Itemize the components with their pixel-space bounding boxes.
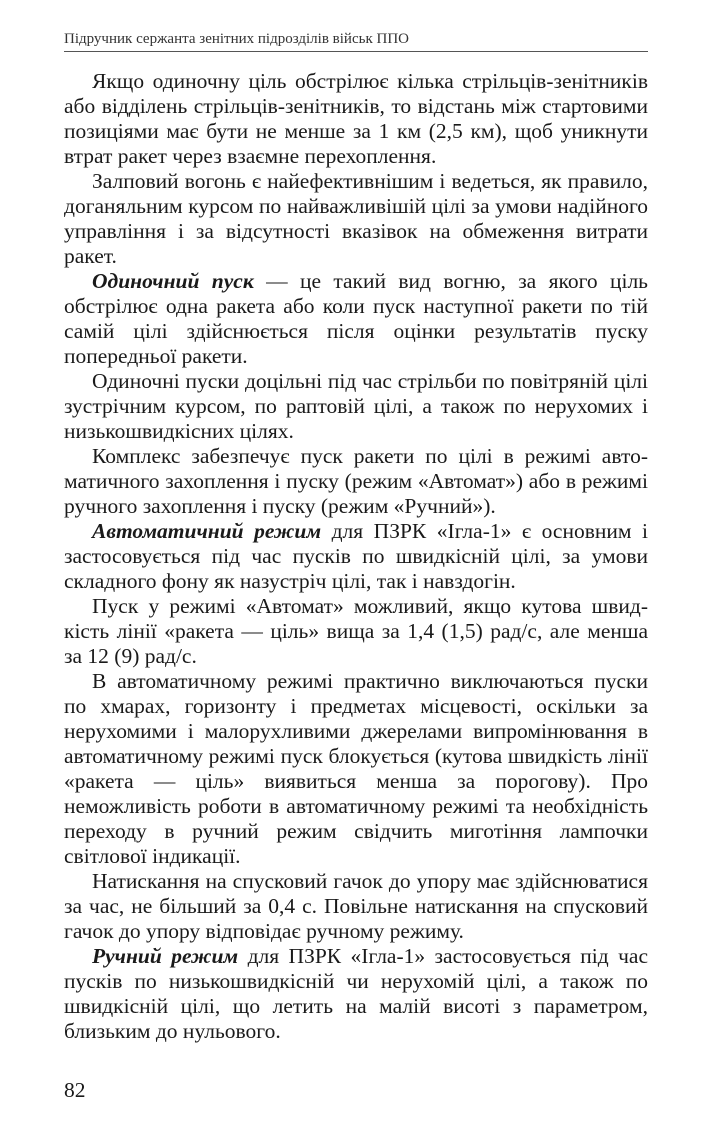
paragraph [64,594,648,669]
paragraph-manual-mode [64,944,648,1044]
paragraph-text: Якщо одиночну ціль обстрілює кілька стрільців-зенітників або відділень стрільців-зенітників, то відстань між стартовими позиціями має бути не менше за 1 км (2,5 км), щоб уникнути втрат ракет через взаємне перехоплення. [64,69,648,168]
paragraph-automatic-mode [64,519,648,594]
paragraph-single-launch [64,269,648,369]
paragraph [64,869,648,944]
paragraph-text: Натискання на спусковий гачок до упору має здійснюватися за час, не більший за 0,4 с. Повільне натискання на спусковий гачок до упору відповідає ручному режиму. [64,869,648,943]
paragraph-text: — це такий вид вогню, за якого ціль обстрілює одна ракета або коли пуск наступної ракети по тій самій цілі здійснюється після оцінки результатів пуску попередньої ракети. [64,269,648,368]
paragraph [64,169,648,269]
paragraph-term: Ручний режим [92,944,239,968]
paragraph-text: В автоматичному режимі практично виключаються пуски по хмарах, горизонту і предметах місцевості, оскільки за нерухомими і малорухливими джерелами випромінювання в автоматичному режимі пуск блокується (кутова швидкість лінії «ракета — ціль» виявиться менша за порогову). Про неможливість роботи в автоматичному режимі та необхідність переходу в ручний режим свідчить миготіння лампочки світлової індикації. [64,669,648,868]
paragraph-term: Автоматичний режим [92,519,322,543]
body-text [64,69,648,1044]
paragraph [64,369,648,444]
paragraph-text: для ПЗРК «Ігла-1» є основним і застосовується під час пусків по швидкісній цілі, за умови складного фону як назустріч цілі, так і навздогін. [64,519,648,593]
paragraph [64,669,648,869]
page-number: 82 [64,1078,86,1102]
paragraph-text: Одиночні пуски доцільні під час стрільби по повітряній цілі зустрічним курсом, по раптовій цілі, а також по нерухомих і низькошвидкісних цілях. [64,369,648,443]
paragraph [64,444,648,519]
paragraph [64,69,648,169]
paragraph-text: для ПЗРК «Ігла-1» застосовується під час пусків по низькошвидкісній чи нерухомій цілі, а також по швидкісній цілі, що летить на малій висоті з параметром, близьким до нульового. [64,944,648,1043]
paragraph-text: Залповий вогонь є найефективнішим і ведеться, як правило, доганяльним курсом по найважливішій цілі за умови надійного управління і за відсутності вказівок на обмеження витрати ракет. [64,169,648,268]
paragraph-text: Пуск у режимі «Автомат» можливий, якщо кутова швидкість лінії «ракета — ціль» вища за 1,4 (1,5) рад/с, але менша за 12 (9) рад/с. [64,594,648,668]
running-header: Підручник сержанта зенітних підрозділів військ ППО [64,30,648,52]
paragraph-term: Одиночний пуск [92,269,254,293]
paragraph-text: Комплекс забезпечує пуск ракети по цілі в режимі автоматичного захоплення і пуску (режим «Автомат») або в режимі ручного захоплення і пуску (режим «Ручний»). [64,444,648,518]
